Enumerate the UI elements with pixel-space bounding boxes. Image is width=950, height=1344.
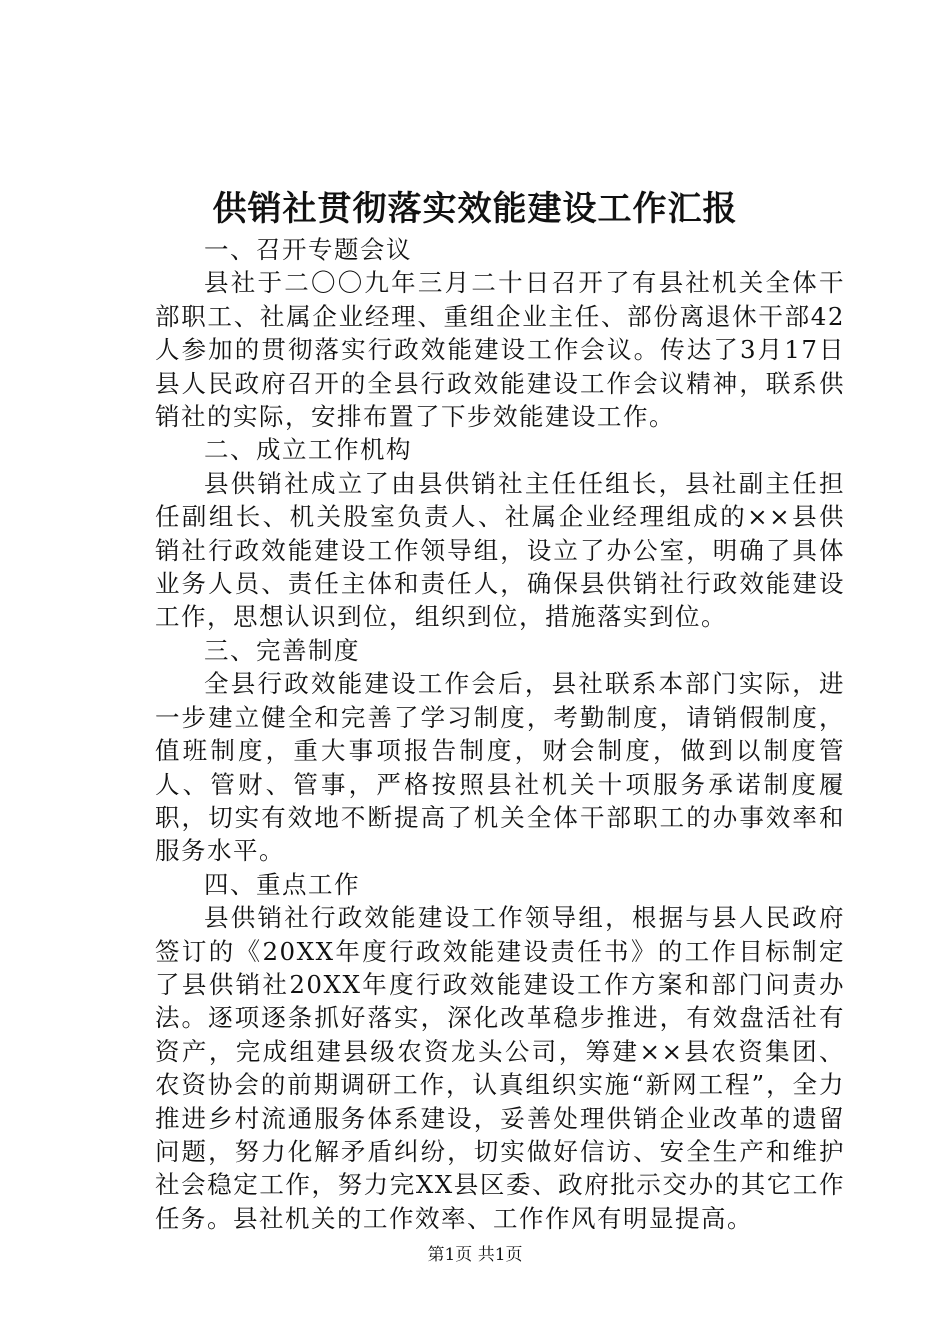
section-paragraph-4: 县供销社行政效能建设工作领导组，根据与县人民政府签订的《20XX年度行政效能建设责任书》的工作目标制定了县供销社20XX年度行政效能建设工作方案和部门问责办法。逐项逐条抓好落实，深化改革稳步推进，有效盘活社有资产，完成组建县级农资龙头公司，筹建××县农资集团、农资协会的前期调研工作，认真组织实施“新网工程”，全力推进乡村流通服务体系建设，妥善处理供销企业改革的遗留问题，努力化解矛盾纠纷，切实做好信访、安全生产和维护社会稳定工作，努力完XX县区委、政府批示交办的其它工作任务。县社机关的工作效率、工作作风有明显提高。 bbox=[155, 903, 845, 1233]
page-footer: 第1页 共1页 bbox=[427, 1245, 523, 1265]
document-title: 供销社贯彻落实效能建设工作汇报 bbox=[212, 189, 738, 229]
section-paragraph-1: 县社于二〇〇九年三月二十日召开了有县社机关全体干部职工、社属企业经理、重组企业主任、部份离退休干部42人参加的贯彻落实行政效能建设工作会议。传达了3月17日县人民政府召开的全县行政效能建设工作会议精神，联系供销社的实际，安排布置了下步效能建设工作。 bbox=[155, 268, 845, 432]
section-paragraph-2: 县供销社成立了由县供销社主任任组长，县社副主任担任副组长、机关股室负责人、社属企业经理组成的××县供销社行政效能建设工作领导组，设立了办公室，明确了具体业务人员、责任主体和责任人，确保县供销社行政效能建设工作，思想认识到位，组织到位，措施落实到位。 bbox=[155, 468, 845, 632]
section-heading-4: 四、重点工作 bbox=[204, 869, 360, 899]
section-paragraph-3: 全县行政效能建设工作会后，县社联系本部门实际，进一步建立健全和完善了学习制度，考勤制度，请销假制度，值班制度，重大事项报告制度，财会制度，做到以制度管人、管财、管事，严格按照县社机关十项服务承诺制度履职，切实有效地不断提高了机关全体干部职工的办事效率和服务水平。 bbox=[155, 669, 845, 866]
section-heading-3: 三、完善制度 bbox=[204, 635, 360, 665]
section-heading-2: 二、成立工作机构 bbox=[204, 435, 412, 465]
section-heading-1: 一、召开专题会议 bbox=[204, 235, 412, 264]
document-body bbox=[155, 233, 845, 1235]
